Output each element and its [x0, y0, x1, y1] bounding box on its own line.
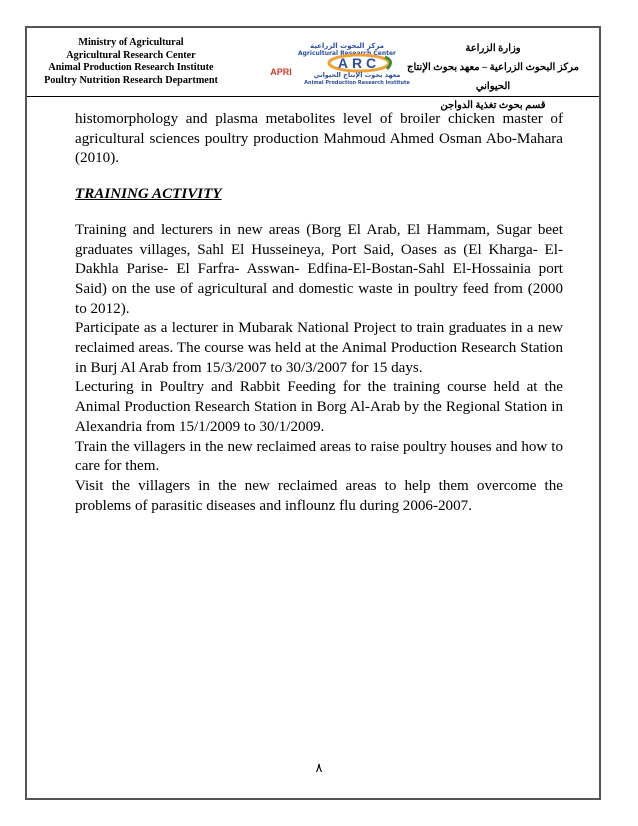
letterhead — [27, 28, 599, 111]
header-arabic-center: مركز البحوث الزراعية – معهد بحوث الإنتاج الحيواني — [407, 62, 579, 92]
section-heading: TRAINING ACTIVITY — [75, 186, 222, 203]
document-body — [75, 110, 563, 516]
logo-english-top: Agricultural Research Center — [297, 50, 397, 57]
body-paragraph: Visit the villagers in the new reclaimed areas to help them overcome the problems of parasitic diseases and inflounz flu during 2006-2007. — [75, 477, 563, 514]
body-paragraph: Lecturing in Poultry and Rabbit Feeding for the training course held at the Animal Production Research Station in Borg Al-Arab by the Regional Station in Alexandria from 15/1/2009 to 30/1/2009. — [75, 379, 563, 435]
header-arabic-block — [393, 39, 593, 115]
body-paragraph: Train the villagers in the new reclaimed areas to raise poultry houses and how to care for them. — [75, 438, 563, 475]
logo-arabic-bottom: معهد بحوث الإنتاج الحيواني — [313, 71, 401, 79]
logo-arc-letters: ARC — [337, 55, 381, 71]
header-institute: Animal Production Research Institute — [48, 62, 214, 74]
body-paragraph: Participate as a lecturer in Mubarak National Project to train graduates in a new reclaimed areas. The course was held at the Animal Production Research Station in Burj Al Arab from 15/3/2007 to 30/3/2007 for 15 days. — [75, 320, 563, 376]
logo-arabic-top: مركز البحوث الزراعية — [309, 42, 385, 50]
logo-apri: APRI — [270, 67, 292, 77]
body-paragraph: Training and lecturers in new areas (Borg El Arab, El Hammam, Sugar beet graduates villages, Sahl El Husseineya, Port Said, Oases as (El Kharga- El-Dakhla Parise- El Farfra- Asswan- Edfina-El-Bostan-Sahl El-Hossainia port Said) on the use of agricultural and domestic waste in poultry feed from (2000 to 2012). — [75, 221, 563, 317]
header-research-center: Agricultural Research Center — [66, 49, 196, 61]
intro-paragraph: histomorphology and plasma metabolites level of broiler chicken master of agricultural sciences poultry production Mahmoud Ahmed Osman Abo-Mahara (2010). — [75, 111, 563, 167]
logo-english-bottom: Animal Production Research Institute — [304, 80, 410, 86]
header-department: Poultry Nutrition Research Department — [44, 74, 218, 86]
header-english-block — [31, 37, 231, 87]
header-ministry: Ministry of Agricultural — [78, 37, 184, 48]
page-number: ٨ — [315, 760, 323, 775]
header-arabic-ministry: وزارة الزراعة — [465, 43, 521, 54]
header-arabic-department: قسم بحوث تغذية الدواجن — [440, 100, 546, 111]
